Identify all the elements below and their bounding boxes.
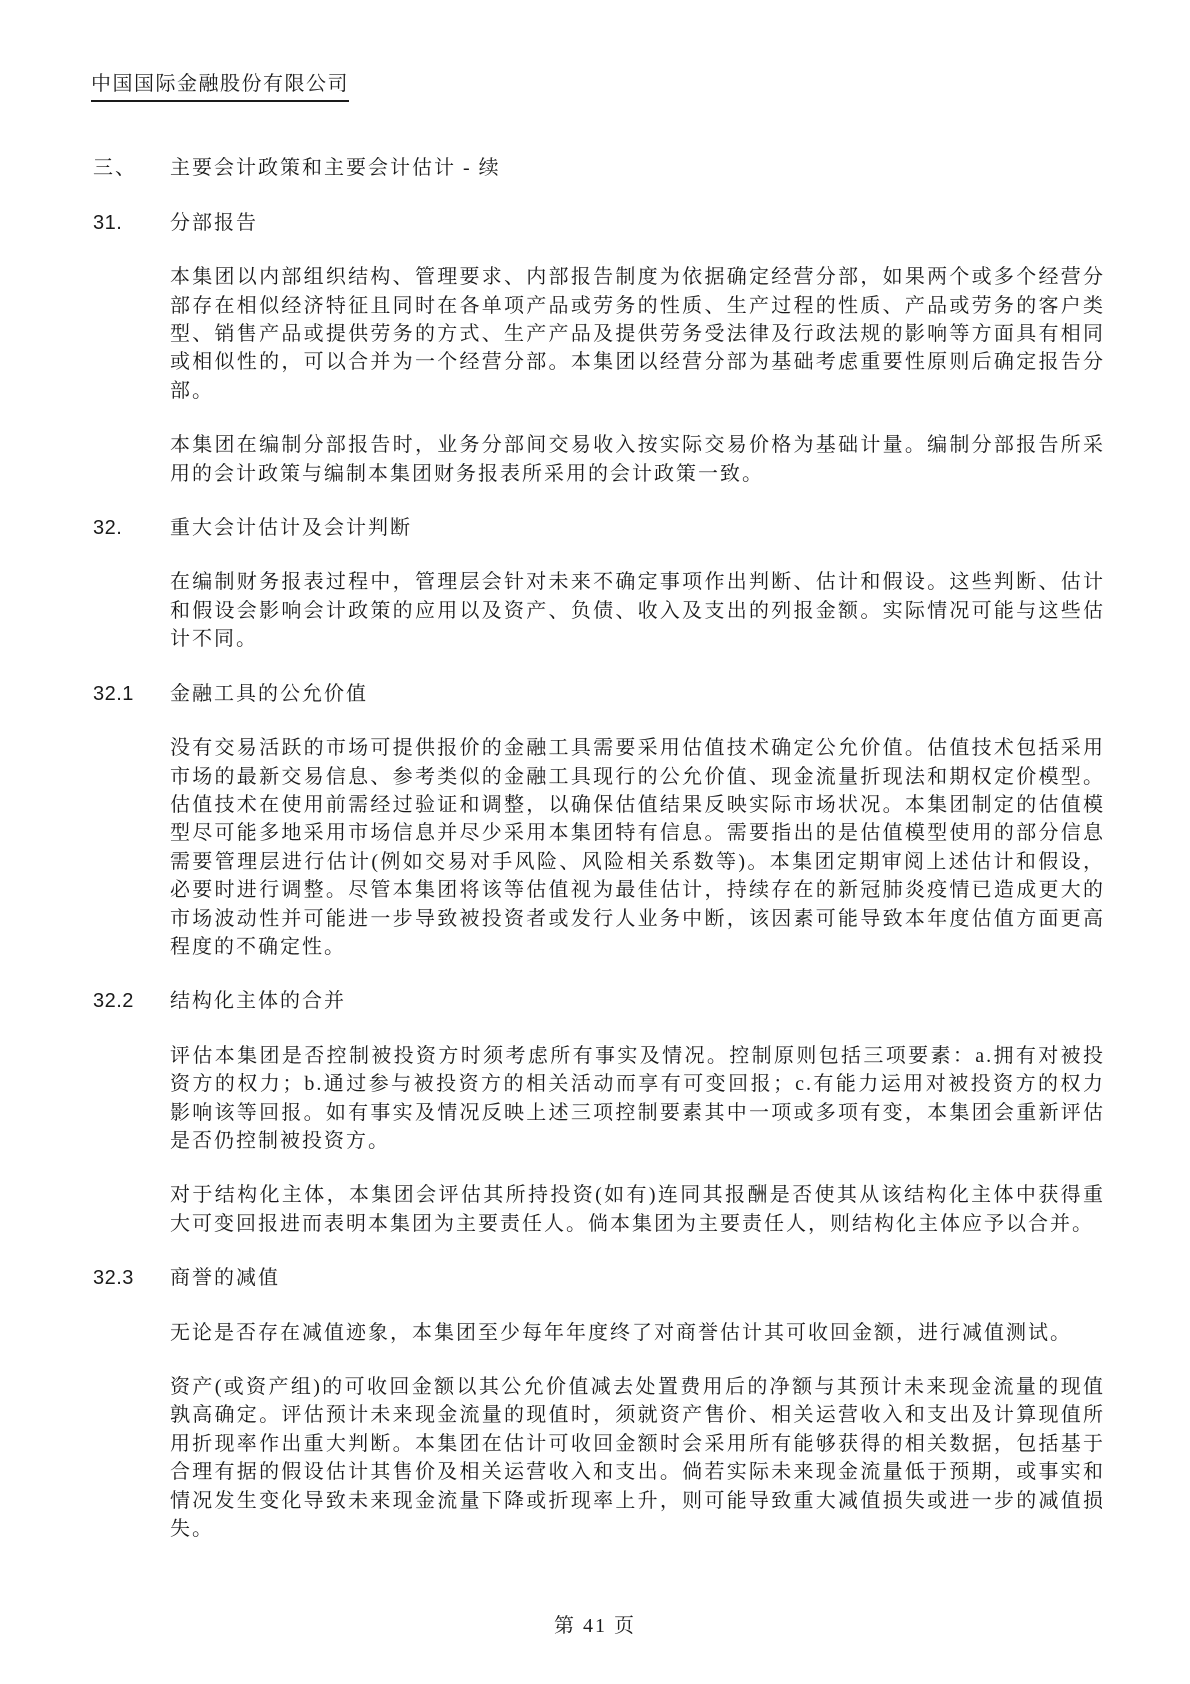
item-number: 32.1 — [93, 682, 134, 705]
item-title: 结构化主体的合并 — [170, 990, 346, 1013]
section-heading — [85, 154, 1105, 182]
paragraph: 评估本集团是否控制被投资方时须考虑所有事实及情况。控制原则包括三项要素：a.拥有对被投资方的权力；b.通过参与被投资方的相关活动而享有可变回报；c.有能力运用对被投资方的权力影响该等回报。如有事实及情况反映上述三项控制要素其中一项或多项有变，本集团会重新评估是否仍控制被投资方。 — [170, 1044, 1105, 1152]
item-heading-31 — [85, 209, 1105, 237]
item-title: 金融工具的公允价值 — [170, 682, 368, 705]
paragraph: 对于结构化主体，本集团会评估其所持投资(如有)连同其报酬是否使其从该结构化主体中获得重大可变回报进而表明本集团为主要责任人。倘本集团为主要责任人，则结构化主体应予以合并。 — [170, 1184, 1105, 1235]
item-heading-32-1 — [85, 680, 1105, 708]
item-heading-32-3 — [85, 1264, 1105, 1292]
item-title: 商誉的减值 — [170, 1267, 280, 1290]
item-title: 重大会计估计及会计判断 — [170, 517, 412, 540]
page-number: 第 41 页 — [554, 1615, 636, 1637]
paragraph: 没有交易活跃的市场可提供报价的金融工具需要采用估值技术确定公允价值。估值技术包括采用市场的最新交易信息、参考类似的金融工具现行的公允价值、现金流量折现法和期权定价模型。估值技术在使用前需经过验证和调整，以确保估值结果反映实际市场状况。本集团制定的估值模型尽可能多地采用市场信息并尽少采用本集团特有信息。需要指出的是估值模型使用的部分信息需要管理层进行估计(例如交易对手风险、风险相关系数等)。本集团定期审阅上述估计和假设，必要时进行调整。尽管本集团将该等估值视为最佳估计，持续存在的新冠肺炎疫情已造成更大的市场波动性并可能进一步导致被投资者或发行人业务中断，该因素可能导致本年度估值方面更高程度的不确定性。 — [170, 737, 1105, 958]
paragraph: 本集团以内部组织结构、管理要求、内部报告制度为依据确定经营分部，如果两个或多个经营分部存在相似经济特征且同时在各单项产品或劳务的性质、生产过程的性质、产品或劳务的客户类型、销售产品或提供劳务的方式、生产产品及提供劳务受法律及行政法规的影响等方面具有相同或相似性的，可以合并为一个经营分部。本集团以经营分部为基础考虑重要性原则后确定报告分部。 — [170, 266, 1105, 402]
paragraph: 资产(或资产组)的可收回金额以其公允价值减去处置费用后的净额与其预计未来现金流量的现值孰高确定。评估预计未来现金流量的现值时，须就资产售价、相关运营收入和支出及计算现值所用折现率作出重大判断。本集团在估计可收回金额时会采用所有能够获得的相关数据，包括基于合理有据的假设估计其售价及相关运营收入和支出。倘若实际未来现金流量低于预期，或事实和情况发生变化导致未来现金流量下降或折现率上升，则可能导致重大减值损失或进一步的减值损失。 — [170, 1376, 1105, 1541]
item-title: 分部报告 — [170, 211, 258, 234]
item-number: 32.3 — [93, 1267, 134, 1290]
paragraph: 无论是否存在减值迹象，本集团至少每年年度终了对商誉估计其可收回金额，进行减值测试。 — [170, 1321, 1072, 1344]
company-name: 中国国际金融股份有限公司 — [91, 70, 349, 102]
item-heading-32-2 — [85, 987, 1105, 1015]
page-header — [91, 70, 1105, 102]
paragraph: 在编制财务报表过程中，管理层会针对未来不确定事项作出判断、估计和假设。这些判断、估计和假设会影响会计政策的应用以及资产、负债、收入及支出的列报金额。实际情况可能与这些估计不同。 — [170, 571, 1105, 651]
item-number: 31. — [93, 211, 123, 234]
item-number: 32. — [93, 517, 123, 540]
section-number: 三、 — [93, 157, 137, 180]
paragraph: 本集团在编制分部报告时，业务分部间交易收入按实际交易价格为基础计量。编制分部报告所采用的会计政策与编制本集团财务报表所采用的会计政策一致。 — [170, 434, 1105, 485]
section-title: 主要会计政策和主要会计估计 - 续 — [170, 157, 501, 180]
page-footer — [0, 1612, 1190, 1640]
item-number: 32.2 — [93, 990, 134, 1013]
item-heading-32 — [85, 514, 1105, 542]
